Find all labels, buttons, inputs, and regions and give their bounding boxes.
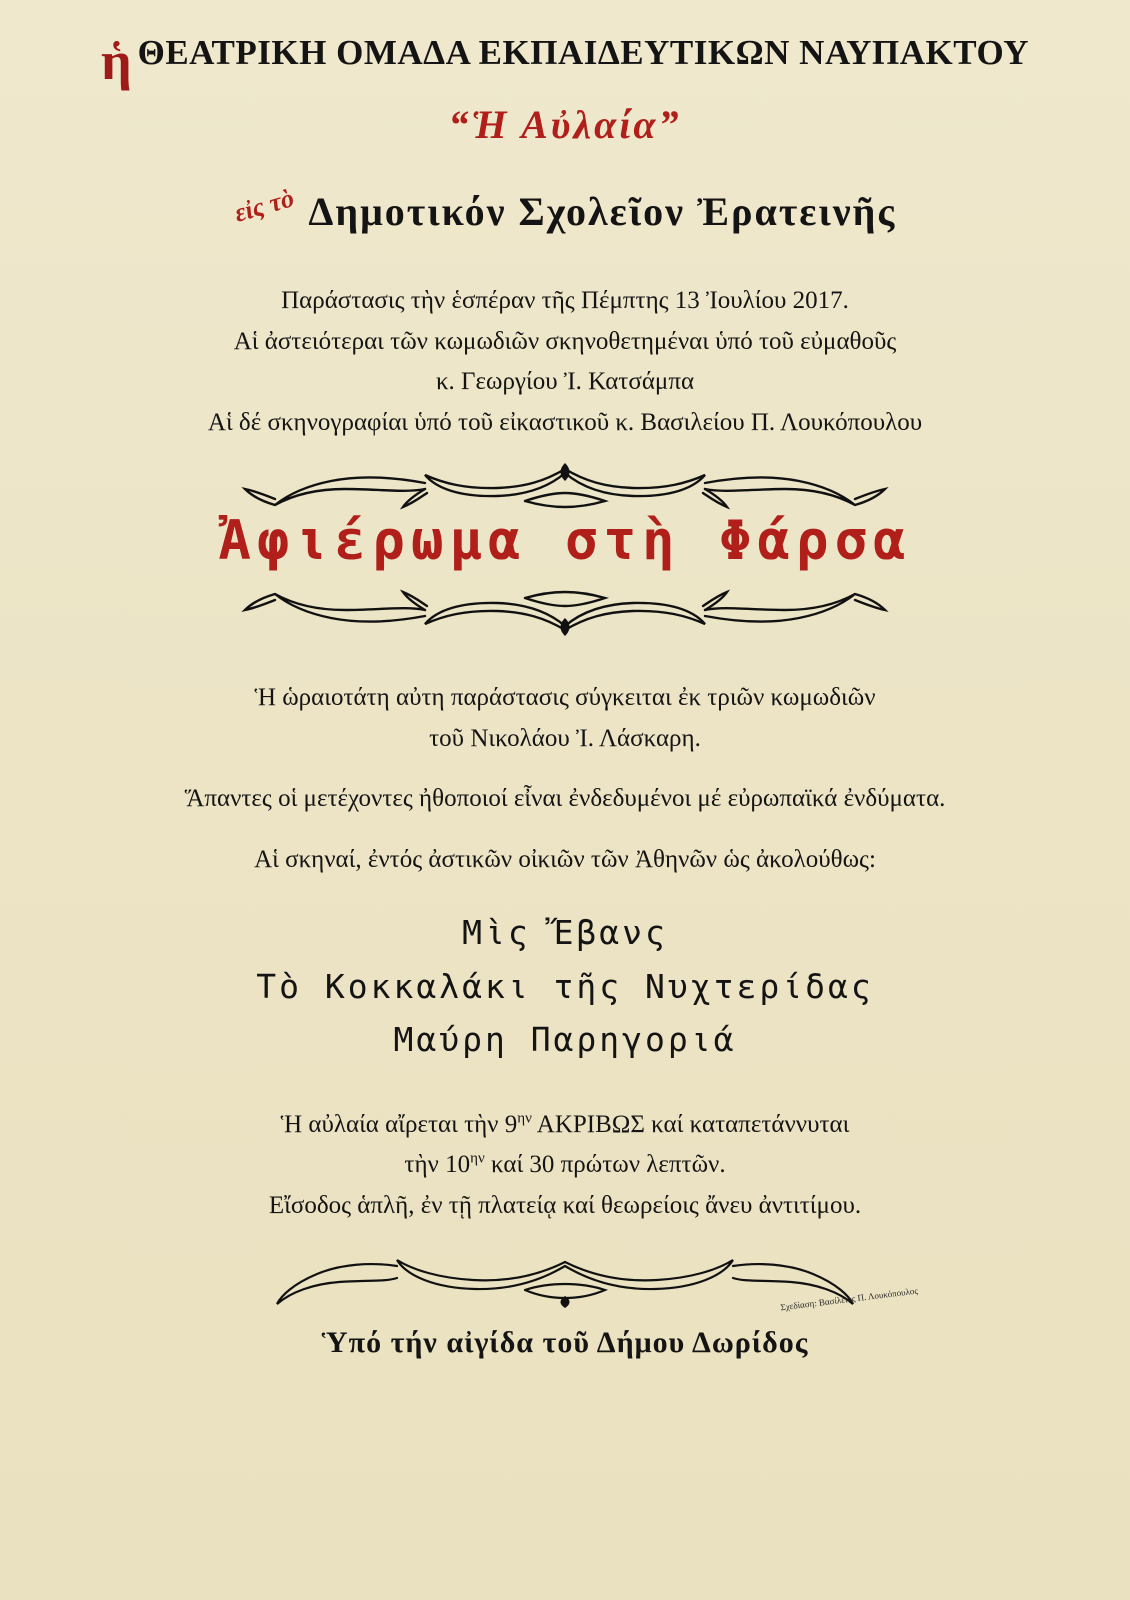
timing-line-3: Εἴσοδος ἁπλῆ, ἐν τῇ πλατείᾳ καί θεωρείοις ἄνευ ἀντιτίμου. bbox=[268, 1191, 862, 1219]
intro-line-1: Παράστασις τὴν ἑσπέραν τῆς Πέμπτης 13 Ἰουλίου 2017. bbox=[281, 287, 849, 315]
designer-credit: Σχεδίαση: Βασίλειος Π. Λουκόπουλος bbox=[779, 1285, 919, 1313]
timing-line-1-part-b: ΑΚΡΙΒΩΣ καί καταπετάννυται bbox=[531, 1110, 850, 1138]
timing-line-2-sup: ην bbox=[470, 1150, 485, 1167]
timing-line-2-part-b: καί 30 πρώτων λεπτῶν. bbox=[484, 1151, 726, 1179]
timing-line-1 bbox=[42, 1105, 1088, 1146]
intro-line-4: Αἱ δέ σκηνογραφίαι ὑπό τοῦ εἰκαστικοῦ κ. Βασιλείου Π. Λουκόπουλου bbox=[207, 408, 923, 436]
description-block bbox=[42, 678, 1088, 880]
spacer bbox=[42, 820, 1088, 840]
ornament-divider-top bbox=[125, 461, 1005, 513]
timing-block bbox=[42, 1105, 1088, 1227]
intro-line-3: κ. Γεωργίου Ἰ. Κατσάμπα bbox=[435, 368, 695, 396]
header-title-row bbox=[42, 31, 1088, 91]
drop-cap-letter: ἡ bbox=[100, 31, 132, 91]
eis-to-label: εἰς τὸ bbox=[230, 183, 297, 228]
page-title: ΘΕΑΤΡΙΚΗ ΟΜΑΔΑ ΕΚΠΑΙΔΕΥΤΙΚΩΝ ΝΑΥΠΑΚΤΟΥ bbox=[137, 33, 1030, 72]
intro-line-2: Αἱ ἀστειότεραι τῶν κωμωδιῶν σκηνοθετημέναι ὑπό τοῦ εὐμαθοῦς bbox=[233, 327, 897, 355]
description-line-1: Ἡ ὡραιοτάτη αὐτη παράστασις σύγκειται ἐκ τριῶν κωμωδιῶν bbox=[254, 684, 876, 712]
footer-ornament-wrap bbox=[42, 1252, 1088, 1313]
timing-line-2-part-a: τὴν 10 bbox=[404, 1151, 471, 1179]
venue-row bbox=[42, 183, 1088, 235]
play-item: Μαύρη Παρηγοριά bbox=[393, 1020, 737, 1060]
description-line-4: Αἱ σκηναί, ἐντός ἀστικῶν οἰκιῶν τῶν Ἀθηνῶν ὡς ἀκολούθως: bbox=[254, 845, 876, 873]
description-line-3: Ἅπαντες οἱ μετέχοντες ἠθοποιοί εἶναι ἐνδεδυμένοι μέ εὐρωπαϊκά ἐνδύματα. bbox=[184, 785, 946, 813]
spacer bbox=[42, 759, 1088, 779]
timing-line-2 bbox=[42, 1145, 1088, 1186]
ornament-divider-bottom bbox=[125, 586, 1005, 638]
intro-block bbox=[42, 281, 1088, 443]
venue-name: Δημοτικόν Σχολεῖον Ἐρατεινῆς bbox=[308, 189, 897, 235]
play-item: Μὶς Ἔβανς bbox=[462, 913, 668, 953]
timing-line-1-part-a: Ἡ αὐλαία αἴρεται τὴν 9 bbox=[280, 1110, 518, 1138]
troupe-name: “Ἡ Αὐλαία” bbox=[448, 102, 682, 148]
feature-title: Ἀφιέρωμα στὴ Φάρσα bbox=[218, 509, 912, 573]
timing-line-1-sup: ην bbox=[517, 1110, 532, 1127]
play-list bbox=[42, 906, 1088, 1066]
description-line-2: τοῦ Νικολάου Ἰ. Λάσκαρη. bbox=[429, 724, 701, 752]
aegis-line: Ὑπό τήν αἰγίδα τοῦ Δήμου Δωρίδος bbox=[321, 1326, 809, 1360]
play-item: Τὸ Κοκκαλάκι τῆς Νυχτερίδας bbox=[256, 966, 874, 1006]
